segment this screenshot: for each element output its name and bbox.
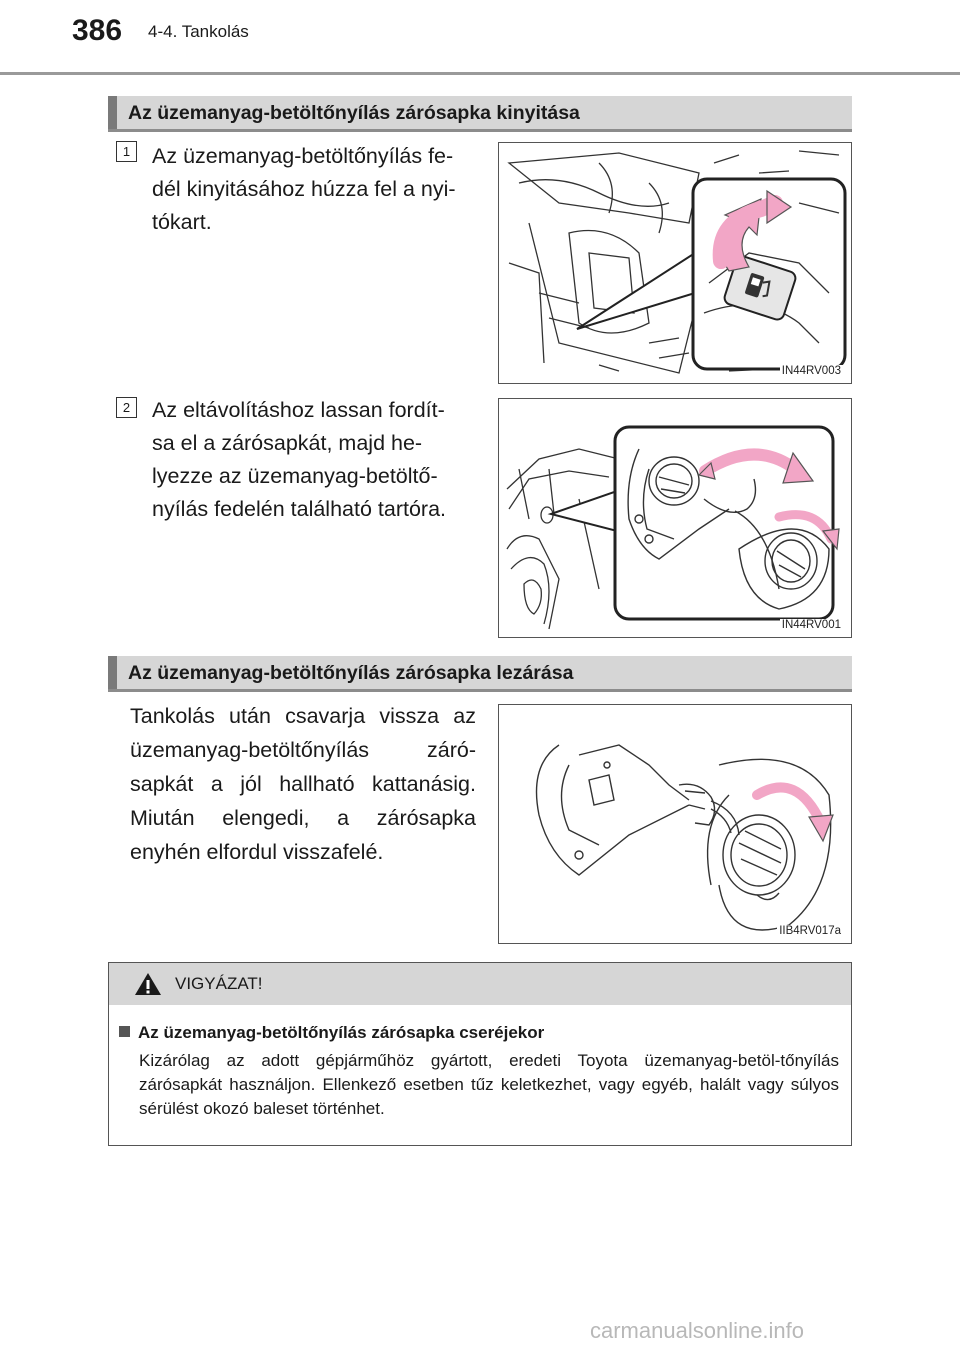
- figure-cap-closing: [498, 704, 852, 944]
- step-1-line: tókart.: [152, 210, 212, 234]
- fuel-lever-illustration: [499, 143, 852, 384]
- warning-title: VIGYÁZAT!: [175, 974, 263, 993]
- watermark: carmanualsonline.info: [590, 1318, 805, 1343]
- section-heading-close-text: Az üzemanyag-betöltőnyílás zárósapka lezárása: [128, 662, 574, 684]
- step-number-1: 1: [116, 141, 137, 162]
- warning-box: [108, 962, 852, 1146]
- warning-item-title-text: Az üzemanyag-betöltőnyílás zárósapka cseréjekor: [138, 1023, 545, 1042]
- figure-fuel-lever: [498, 142, 852, 384]
- step-2-line: sa el a zárósapkát, majd he-: [152, 431, 423, 455]
- step-1-text: [152, 140, 482, 239]
- closing-instructions: Tankolás után csavarja vissza az üzemanyag-betöltőnyílás záró-sapkát a jól hallható kattanásig. Miután elengedi, a zárósapka enyhén elfordul visszafelé.: [130, 704, 476, 864]
- cap-closing-illustration: [499, 705, 852, 944]
- step-2-line: nyílás fedelén található tartóra.: [152, 497, 447, 521]
- cap-removal-illustration: [499, 399, 852, 638]
- page-number: 386: [72, 14, 123, 47]
- warning-item-title: [119, 1023, 544, 1043]
- chapter-title: 4-4. Tankolás: [148, 22, 249, 41]
- warning-header: [109, 963, 851, 1005]
- section-heading-open: [108, 96, 852, 132]
- step-1-line: Az üzemanyag-betöltőnyílás fe-: [152, 144, 454, 168]
- warning-text: Kizárólag az adott gépjárműhöz gyártott, eredeti Toyota üzemanyag-betöl-tőnyílás zárósapkát használjon. Ellenkező esetben tűz keletkezhet, vagy egyéb, halált vagy súlyos sérülést okozó baleset történhet.: [139, 1051, 839, 1118]
- figure-cap-removal: [498, 398, 852, 638]
- figure-code: IN44RV001: [781, 619, 841, 631]
- header-rule: [0, 72, 960, 75]
- section-heading-close: [108, 656, 852, 692]
- bullet-square-icon: [119, 1026, 130, 1037]
- step-1-line: dél kinyitásához húzza fel a nyi-: [152, 177, 456, 201]
- figure-code: IN44RV003: [781, 365, 841, 377]
- warning-triangle-icon: [133, 971, 163, 997]
- step-2-line: Az eltávolításhoz lassan fordít-: [152, 398, 445, 422]
- figure-code: IIB4RV017a: [779, 925, 841, 937]
- step-number-2: 2: [116, 397, 137, 418]
- section-heading-open-text: Az üzemanyag-betöltőnyílás zárósapka kinyitása: [128, 102, 580, 124]
- step-2-text: [152, 394, 482, 526]
- step-2-line: lyezze az üzemanyag-betöltő-: [152, 464, 438, 488]
